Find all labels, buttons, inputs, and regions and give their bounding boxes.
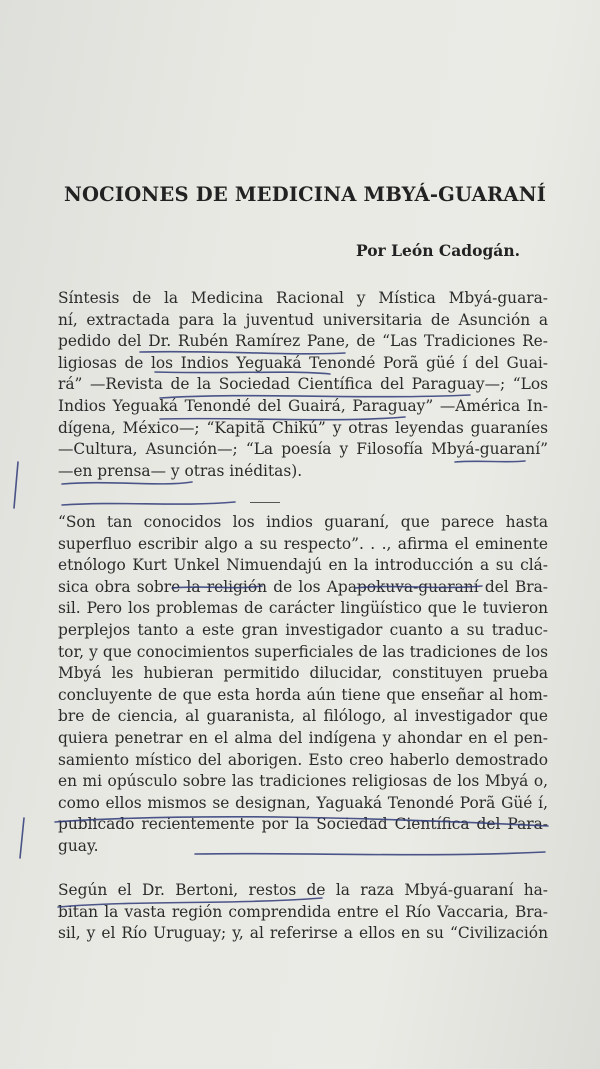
text-line: sil. Pero los problemas de carácter lingüístico que le tuvieron xyxy=(58,599,548,618)
text-line: tor, y que conocimientos superficiales de las tradiciones de los xyxy=(58,642,548,661)
text-line: quiera penetrar en el alma del indígena y ahondar en el pen- xyxy=(58,728,548,747)
text-line: como ellos mismos se designan, Yaguaká Tenondé Porã Güé í, xyxy=(58,793,548,812)
text-line: Síntesis de la Medicina Racional y Mística Mbyá-guara- xyxy=(58,289,548,307)
text-line: rá” —Revista de la Sociedad Científica del Paraguay—; “Los xyxy=(58,375,548,394)
text-line: perplejos tanto a este gran investigador cuanto a su traduc- xyxy=(58,620,548,639)
text-line: sica obra sobre la religión de los Apapokuva-guaraní del Bra- xyxy=(58,577,548,596)
text-line: en mi opúsculo sobre las tradiciones religiosas de los Mbyá o, xyxy=(58,772,548,791)
text-line: “Son tan conocidos los indios guaraní, que parece hasta xyxy=(58,513,548,531)
article-author: Por León Cadogán. xyxy=(355,241,520,260)
paragraph-nimuendaju xyxy=(58,512,548,858)
text-line: bre de ciencia, al guaranista, al filólogo, al investigador que xyxy=(58,707,548,726)
article-title: NOCIONES DE MEDICINA MBYÁ-GUARANÍ xyxy=(63,183,547,206)
text-line: —Cultura, Asunción—; “La poesía y Filosofía Mbyá-guaraní” xyxy=(58,440,548,459)
paragraph-bertoni xyxy=(58,880,548,945)
underline-mark xyxy=(62,502,235,505)
text-line: bitan la vasta región comprendida entre el Río Vaccaria, Bra- xyxy=(58,902,548,921)
text-line: Según el Dr. Bertoni, restos de la raza Mbyá-guaraní ha- xyxy=(58,881,548,899)
section-divider xyxy=(250,502,280,503)
paragraph-intro xyxy=(58,288,548,482)
text-line: ní, extractada para la juventud universitaria de Asunción a xyxy=(58,310,548,329)
text-line: publicado recientemente por la Sociedad Científica del Para- xyxy=(58,815,548,834)
text-line: Indios Yeguaká Tenondé del Guairá, Paraguay” —América In- xyxy=(58,396,548,415)
text-line: dígena, México—; “Kapitã Chikú” y otras leyendas guaraníes xyxy=(58,418,548,437)
text-line: concluyente de que esta horda aún tiene que enseñar al hom- xyxy=(58,685,548,704)
text-line: Mbyá les hubieran permitido dilucidar, constituyen prueba xyxy=(58,664,548,683)
margin-mark xyxy=(20,818,24,858)
text-line: pedido del Dr. Rubén Ramírez Pane, de “Las Tradiciones Re- xyxy=(58,332,548,351)
text-line: guay. xyxy=(58,836,99,855)
text-line: —en prensa— y otras inéditas). xyxy=(58,461,303,480)
text-line: etnólogo Kurt Unkel Nimuendajú en la introducción a su clá- xyxy=(58,556,548,575)
text-line: ligiosas de los Indios Yeguaká Tenondé Porã güé í del Guai- xyxy=(58,353,548,372)
text-line: samiento místico del aborigen. Esto creo haberlo demostrado xyxy=(58,750,548,769)
text-line: sil, y el Río Uruguay; y, al referirse a ellos en su “Civilización xyxy=(58,924,548,943)
text-line: superfluo escribir algo a su respecto”. . ., afirma el eminente xyxy=(58,534,548,553)
margin-mark xyxy=(14,462,18,508)
